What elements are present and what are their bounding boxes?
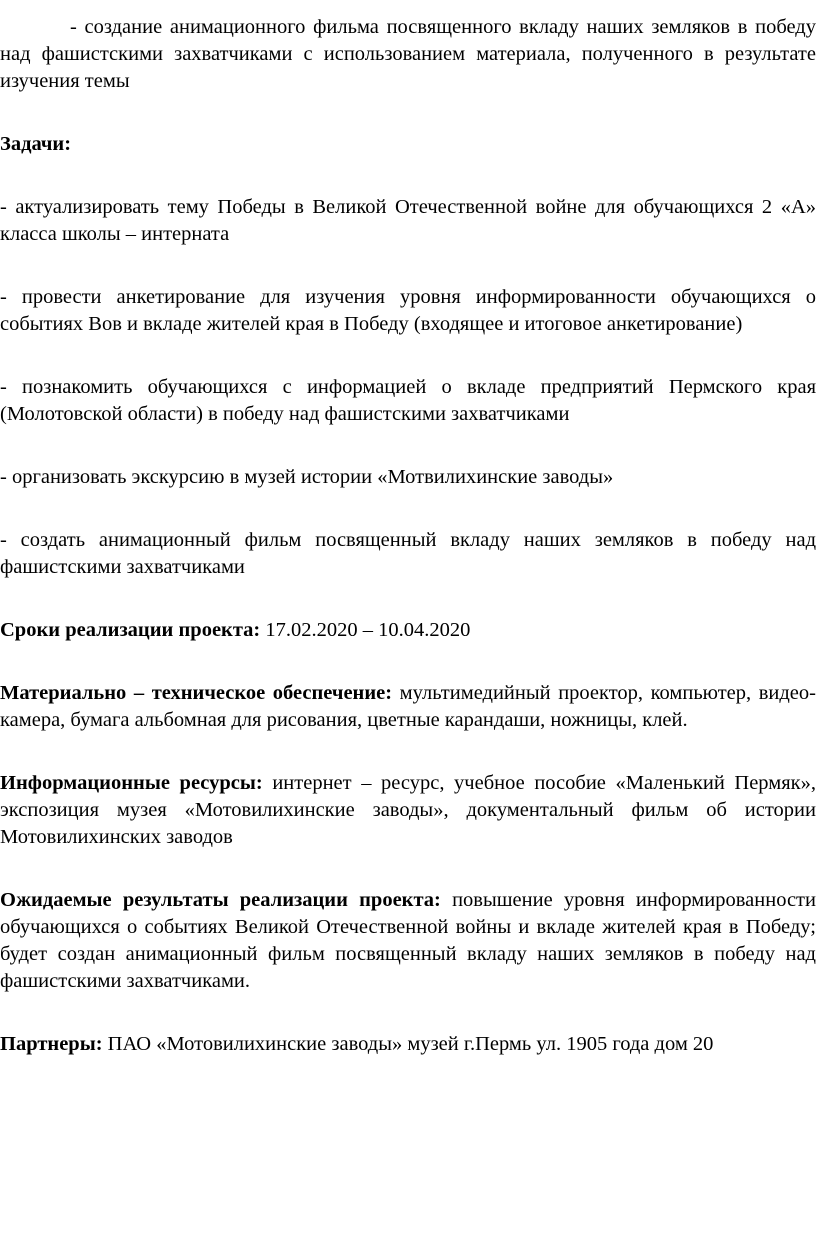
resources-paragraph	[0, 770, 816, 851]
results-paragraph	[0, 887, 816, 995]
timeline-value: 17.02.2020 – 10.04.2020	[260, 619, 471, 641]
partners-value: ПАО «Мотовилихинские заводы» музей г.Пермь ул. 1905 года дом 20	[102, 1033, 714, 1055]
resources-value: интернет – ресурс, учебное пособие «Маленький Пермяк», экспозиция музея «Мотовилихинские заводы», документальный фильм об истории Мотовилихинских заводов	[0, 772, 816, 848]
results-label: Ожидаемые результаты реализации проекта:	[0, 889, 441, 911]
timeline-paragraph	[0, 617, 816, 644]
task-item-3: - познакомить обучающихся с информацией о вкладе предприятий Пермского края (Молотовской области) в победу над фашистскими захватчиками	[0, 376, 816, 425]
goal-item: - создание анимационного фильма посвященного вкладу наших земляков в победу над фашистскими захватчиками с использованием материала, полученного в результате изучения темы	[0, 16, 816, 92]
resources-label: Информационные ресурсы:	[0, 772, 263, 794]
equipment-paragraph	[0, 680, 816, 734]
results-value: повышение уровня информированности обучающихся о событиях Великой Отечественной войны и вкладе жителей края в Победу; будет создан анимационный фильм посвященный вкладу наших земляков в победу над фашистскими захватчиками.	[0, 889, 816, 992]
partners-label: Партнеры:	[0, 1033, 103, 1055]
tasks-heading: Задачи:	[0, 133, 72, 155]
task-item-2: - провести анкетирование для изучения уровня информированности обучающихся о событиях Вов и вкладе жителей края в Победу (входящее и итоговое анкетирование)	[0, 286, 816, 335]
equipment-value: мультимедийный проектор, компьютер, видео-камера, бумага альбомная для рисования, цветные карандаши, ножницы, клей.	[0, 682, 816, 731]
timeline-label: Сроки реализации проекта:	[0, 619, 261, 641]
document-page	[0, 14, 816, 1058]
equipment-label: Материально – техническое обеспечение:	[0, 682, 393, 704]
partners-paragraph	[0, 1031, 816, 1058]
task-item-1: - актуализировать тему Победы в Великой Отечественной войне для обучающихся 2 «А» класса школы – интерната	[0, 196, 816, 245]
task-item-5: - создать анимационный фильм посвященный вкладу наших земляков в победу над фашистскими захватчиками	[0, 529, 816, 578]
task-item-4: - организовать экскурсию в музей истории «Мотвилихинские заводы»	[0, 466, 614, 488]
